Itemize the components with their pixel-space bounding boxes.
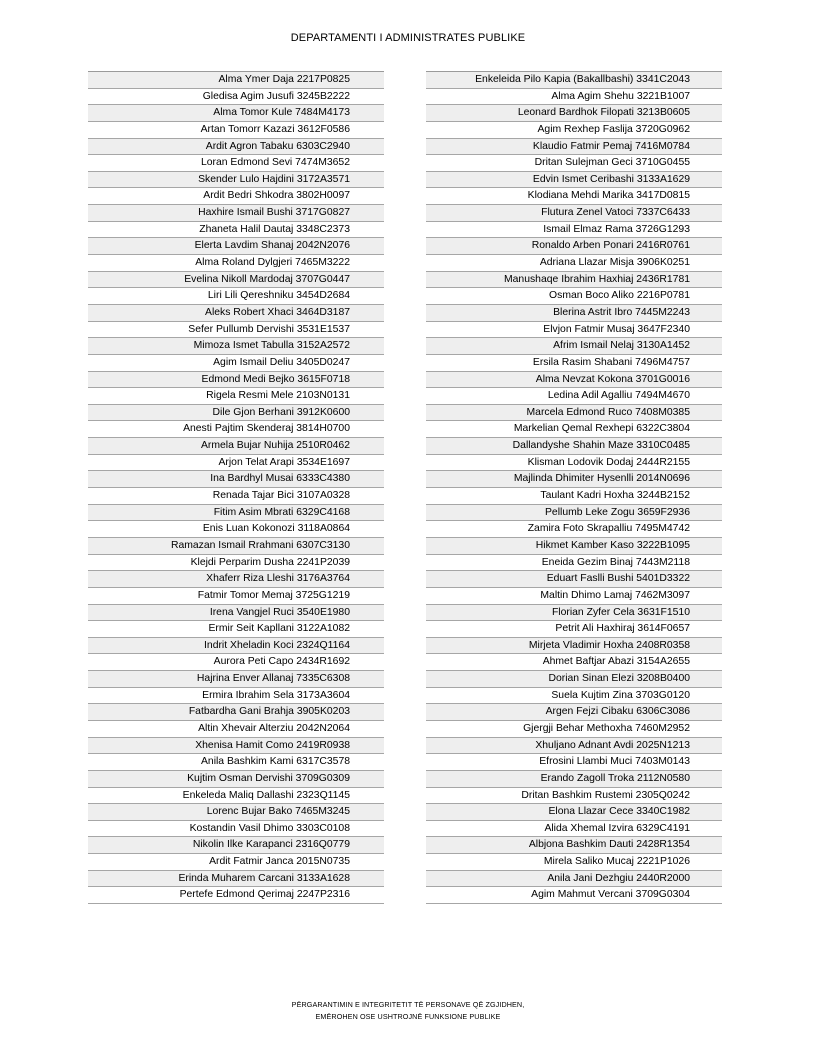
list-item: Ledina Adil Agalliu 7494M4670 [426, 388, 722, 405]
list-item: Elerta Lavdim Shanaj 2042N2076 [88, 238, 384, 255]
list-item: Agim Mahmut Vercani 3709G0304 [426, 887, 722, 904]
list-item: Elvjon Fatmir Musaj 3647F2340 [426, 322, 722, 339]
list-item: Irena Vangjel Ruci 3540E1980 [88, 605, 384, 622]
list-item: Klaudio Fatmir Pemaj 7416M0784 [426, 139, 722, 156]
list-item: Fatmir Tomor Memaj 3725G1219 [88, 588, 384, 605]
list-item: Anila Bashkim Kami 6317C3578 [88, 754, 384, 771]
list-item: Leonard Bardhok Filopati 3213B0605 [426, 105, 722, 122]
list-item: Ersila Rasim Shabani 7496M4757 [426, 355, 722, 372]
list-item: Ermir Seit Kapllani 3122A1082 [88, 621, 384, 638]
list-item: Alida Xhemal Izvira 6329C4191 [426, 821, 722, 838]
list-item: Xhenisa Hamit Como 2419R0938 [88, 738, 384, 755]
list-item: Ismail Elmaz Rama 3726G1293 [426, 222, 722, 239]
list-item: Klejdi Perparim Dusha 2241P2039 [88, 555, 384, 572]
list-item: Edmond Medi Bejko 3615F0718 [88, 372, 384, 389]
list-item: Klodiana Mehdi Marika 3417D0815 [426, 188, 722, 205]
list-item: Hikmet Kamber Kaso 3222B1095 [426, 538, 722, 555]
list-item: Afrim Ismail Nelaj 3130A1452 [426, 338, 722, 355]
list-item: Zhaneta Halil Dautaj 3348C2373 [88, 222, 384, 239]
list-item: Kujtim Osman Dervishi 3709G0309 [88, 771, 384, 788]
list-item: Alma Ymer Daja 2217P0825 [88, 72, 384, 89]
list-item: Artan Tomorr Kazazi 3612F0586 [88, 122, 384, 139]
list-item: Armela Bujar Nuhija 2510R0462 [88, 438, 384, 455]
list-item: Lorenc Bujar Bako 7465M3245 [88, 804, 384, 821]
list-item: Adriana Llazar Misja 3906K0251 [426, 255, 722, 272]
list-item: Xhuljano Adnant Avdi 2025N1213 [426, 738, 722, 755]
list-item: Arjon Telat Arapi 3534E1697 [88, 455, 384, 472]
footer-line-2: EMËROHEN OSE USHTROJNË FUNKSIONE PUBLIKE [315, 1012, 501, 1021]
list-item: Ermira Ibrahim Sela 3173A3604 [88, 688, 384, 705]
list-item: Anila Jani Dezhgiu 2440R2000 [426, 871, 722, 888]
left-name-list [88, 71, 384, 904]
list-item: Mimoza Ismet Tabulla 3152A2572 [88, 338, 384, 355]
list-item: Markelian Qemal Rexhepi 6322C3804 [426, 421, 722, 438]
list-item: Alma Agim Shehu 3221B1007 [426, 89, 722, 106]
list-item: Evelina Nikoll Mardodaj 3707G0447 [88, 272, 384, 289]
list-item: Ramazan Ismail Rrahmani 6307C3130 [88, 538, 384, 555]
list-item: Alma Tomor Kule 7484M4173 [88, 105, 384, 122]
list-item: Blerina Astrit Ibro 7445M2243 [426, 305, 722, 322]
list-item: Suela Kujtim Zina 3703G0120 [426, 688, 722, 705]
list-item: Agim Rexhep Faslija 3720G0962 [426, 122, 722, 139]
list-item: Ahmet Baftjar Abazi 3154A2655 [426, 654, 722, 671]
list-item: Majlinda Dhimiter Hysenlli 2014N0696 [426, 471, 722, 488]
list-item: Xhaferr Riza Lleshi 3176A3764 [88, 571, 384, 588]
list-item: Eduart Faslli Bushi 5401D3322 [426, 571, 722, 588]
right-name-list [426, 71, 722, 904]
list-item: Haxhire Ismail Bushi 3717G0827 [88, 205, 384, 222]
list-item: Albjona Bashkim Dauti 2428R1354 [426, 837, 722, 854]
list-item: Ardit Agron Tabaku 6303C2940 [88, 139, 384, 156]
list-item: Rigela Resmi Mele 2103N0131 [88, 388, 384, 405]
list-item: Manushaqe Ibrahim Haxhiaj 2436R1781 [426, 272, 722, 289]
list-item: Dorian Sinan Elezi 3208B0400 [426, 671, 722, 688]
list-item: Loran Edmond Sevi 7474M3652 [88, 155, 384, 172]
list-item: Hajrina Enver Allanaj 7335C6308 [88, 671, 384, 688]
list-item: Flutura Zenel Vatoci 7337C6433 [426, 205, 722, 222]
list-item: Ardit Fatmir Janca 2015N0735 [88, 854, 384, 871]
list-item: Argen Fejzi Cibaku 6306C3086 [426, 704, 722, 721]
list-item: Efrosini Llambi Muci 7403M0143 [426, 754, 722, 771]
list-item: Aleks Robert Xhaci 3464D3187 [88, 305, 384, 322]
list-item: Maltin Dhimo Lamaj 7462M3097 [426, 588, 722, 605]
list-item: Enkeleida Pilo Kapia (Bakallbashi) 3341C2043 [426, 72, 722, 89]
list-item: Taulant Kadri Hoxha 3244B2152 [426, 488, 722, 505]
list-item: Erinda Muharem Carcani 3133A1628 [88, 871, 384, 888]
list-item: Eneida Gezim Binaj 7443M2118 [426, 555, 722, 572]
list-item: Dritan Bashkim Rustemi 2305Q0242 [426, 788, 722, 805]
list-item: Anesti Pajtim Skenderaj 3814H0700 [88, 421, 384, 438]
list-item: Klisman Lodovik Dodaj 2444R2155 [426, 455, 722, 472]
list-item: Pellumb Leke Zogu 3659F2936 [426, 505, 722, 522]
list-item: Fitim Asim Mbrati 6329C4168 [88, 505, 384, 522]
list-item: Dritan Sulejman Geci 3710G0455 [426, 155, 722, 172]
list-item: Osman Boco Aliko 2216P0781 [426, 288, 722, 305]
list-item: Alma Roland Dylgjeri 7465M3222 [88, 255, 384, 272]
list-item: Kostandin Vasil Dhimo 3303C0108 [88, 821, 384, 838]
list-item: Pertefe Edmond Qerimaj 2247P2316 [88, 887, 384, 904]
list-item: Altin Xhevair Alterziu 2042N2064 [88, 721, 384, 738]
list-item: Mirjeta Vladimir Hoxha 2408R0358 [426, 638, 722, 655]
list-item: Ardit Bedri Shkodra 3802H0097 [88, 188, 384, 205]
list-item: Renada Tajar Bici 3107A0328 [88, 488, 384, 505]
list-item: Fatbardha Gani Brahja 3905K0203 [88, 704, 384, 721]
list-item: Sefer Pullumb Dervishi 3531E1537 [88, 322, 384, 339]
list-item: Aurora Peti Capo 2434R1692 [88, 654, 384, 671]
page-title: DEPARTAMENTI I ADMINISTRATES PUBLIKE [290, 32, 526, 44]
list-item: Dallandyshe Shahin Maze 3310C0485 [426, 438, 722, 455]
list-item: Petrit Ali Haxhiraj 3614F0657 [426, 621, 722, 638]
list-item: Ina Bardhyl Musai 6333C4380 [88, 471, 384, 488]
list-item: Agim Ismail Deliu 3405D0247 [88, 355, 384, 372]
list-item: Elona Llazar Cece 3340C1982 [426, 804, 722, 821]
footer-line-1: PËRGARANTIMIN E INTEGRITETIT TË PERSONAVE QË ZGJIDHEN, [291, 1000, 525, 1009]
list-item: Mirela Saliko Mucaj 2221P1026 [426, 854, 722, 871]
list-item: Liri Lili Qereshniku 3454D2684 [88, 288, 384, 305]
list-item: Enkeleda Maliq Dallashi 2323Q1145 [88, 788, 384, 805]
list-item: Zamira Foto Skrapalliu 7495M4742 [426, 521, 722, 538]
list-item: Florian Zyfer Cela 3631F1510 [426, 605, 722, 622]
list-item: Gledisa Agim Jusufi 3245B2222 [88, 89, 384, 106]
list-item: Ronaldo Arben Ponari 2416R0761 [426, 238, 722, 255]
list-item: Nikolin Ilke Karapanci 2316Q0779 [88, 837, 384, 854]
list-item: Marcela Edmond Ruco 7408M0385 [426, 405, 722, 422]
list-item: Indrit Xheladin Koci 2324Q1164 [88, 638, 384, 655]
list-item: Alma Nevzat Kokona 3701G0016 [426, 372, 722, 389]
list-item: Skender Lulo Hajdini 3172A3571 [88, 172, 384, 189]
list-item: Edvin Ismet Ceribashi 3133A1629 [426, 172, 722, 189]
page-footer [0, 999, 816, 1023]
list-item: Enis Luan Kokonozi 3118A0864 [88, 521, 384, 538]
list-item: Dile Gjon Berhani 3912K0600 [88, 405, 384, 422]
list-item: Erando Zagoll Troka 2112N0580 [426, 771, 722, 788]
list-item: Gjergji Behar Methoxha 7460M2952 [426, 721, 722, 738]
